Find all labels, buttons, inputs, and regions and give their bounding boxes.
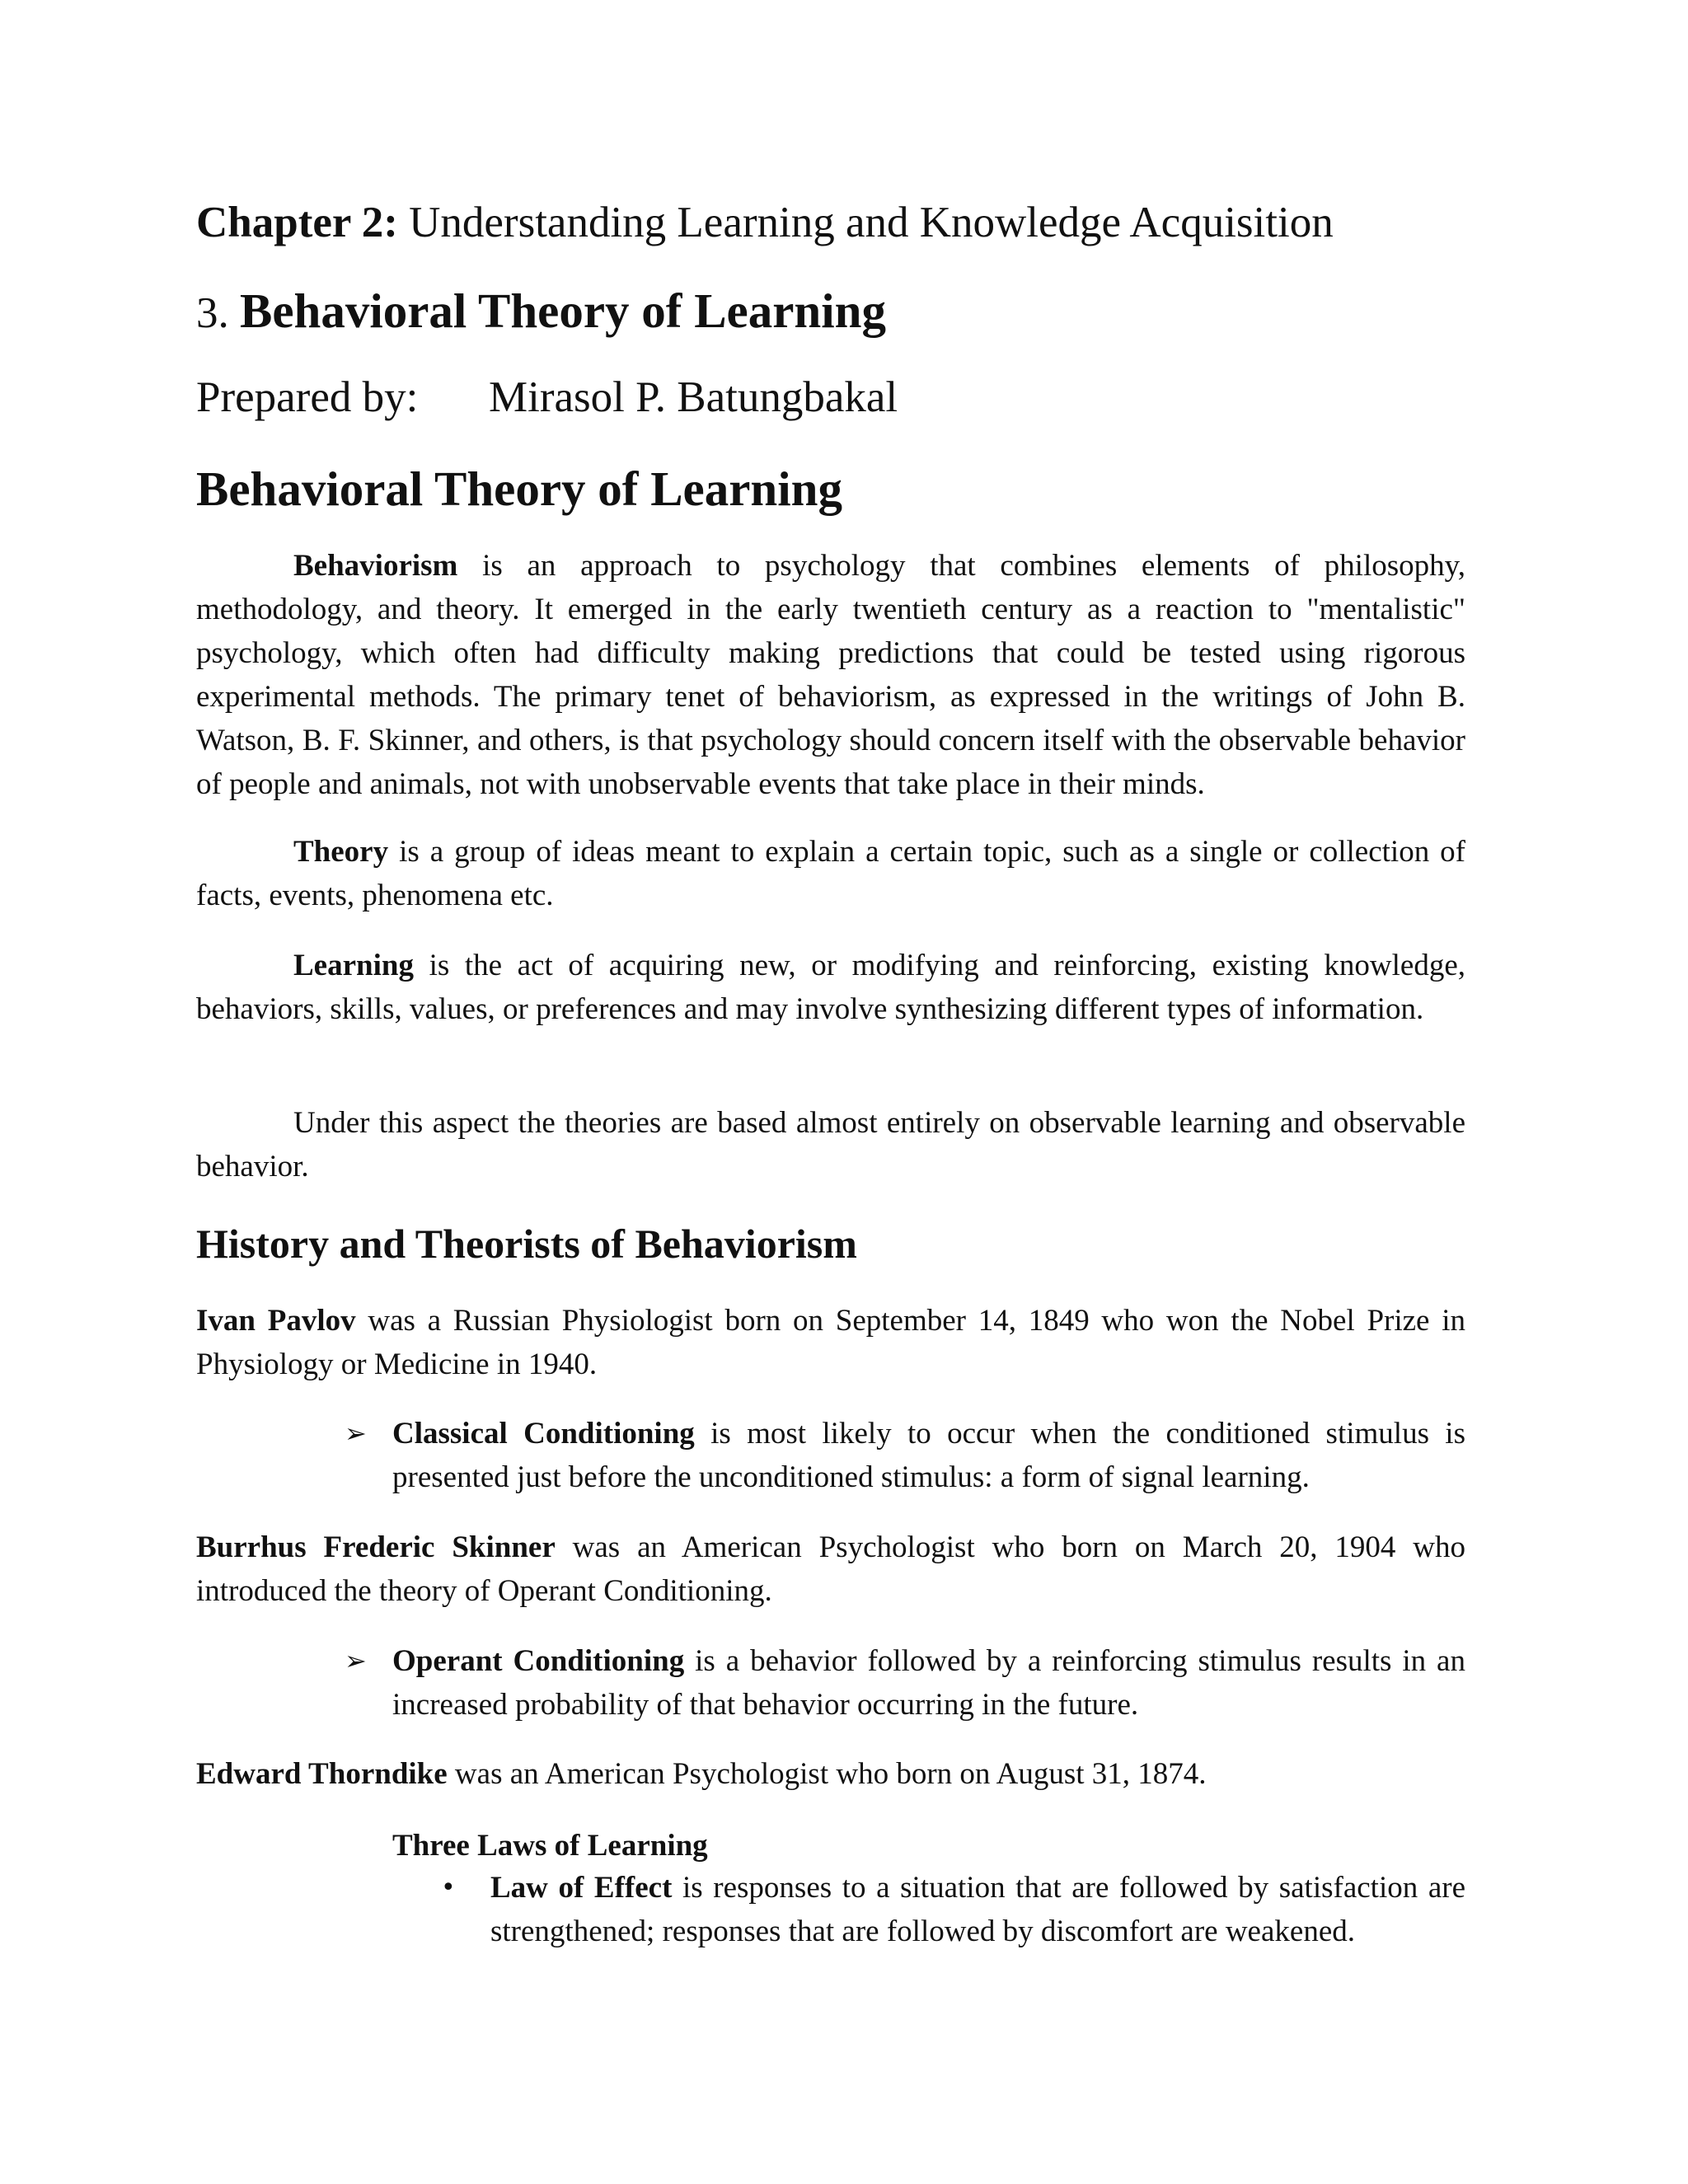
arrow-bullet-icon: ➢ — [345, 1645, 367, 1676]
law-of-effect-item — [441, 1866, 1465, 1953]
operant-text: is a behavior followed by a reinforcing stimulus results in an increased probability of that behavior occurring in the future. — [392, 1644, 1465, 1722]
pavlov-text: was a Russian Physiologist born on September 14, 1849 who won the Nobel Prize in Physiology or Medicine in 1940. — [196, 1304, 1466, 1381]
behaviorism-term: Behaviorism — [293, 549, 458, 583]
theory-paragraph — [196, 830, 1465, 917]
theory-term: Theory — [293, 835, 389, 869]
thorndike-name: Edward Thorndike — [196, 1757, 448, 1791]
operant-conditioning-item — [345, 1639, 1465, 1727]
classical-term: Classical Conditioning — [392, 1417, 695, 1451]
author-name: Mirasol P. Batungbakal — [489, 373, 898, 421]
chapter-label: Chapter 2: — [196, 199, 398, 246]
operant-term: Operant Conditioning — [392, 1644, 685, 1678]
behaviorism-text: is an approach to psychology that combines elements of philosophy, methodology, and theory. It emerged in the early twentieth century as a reaction to "mentalistic" psychology, which often had difficulty making predictions that could be tested using rigorous experimental methods. The primary tenet of behaviorism, as expressed in the writings of John B. Watson, B. F. Skinner, and others, is that psychology should concern itself with the observable behavior of people and animals, not with unobservable events that take place in their minds. — [196, 549, 1465, 801]
round-bullet-icon: • — [441, 1873, 456, 1902]
section-number: 3. — [196, 289, 240, 337]
section-heading — [196, 284, 886, 340]
skinner-name: Burrhus Frederic Skinner — [196, 1530, 556, 1564]
effect-term: Law of Effect — [490, 1871, 673, 1905]
prepared-by-line — [196, 371, 898, 424]
effect-text: is responses to a situation that are followed by satisfaction are strengthened; responses that are followed by discomfort are weakened. — [490, 1871, 1465, 1948]
section-title: Behavioral Theory of Learning — [240, 284, 886, 338]
aspect-paragraph: Under this aspect the theories are based almost entirely on observable learning and observable behavior. — [196, 1106, 1465, 1183]
pavlov-name: Ivan Pavlov — [196, 1304, 356, 1338]
learning-text: is the act of acquiring new, or modifying and reinforcing, existing knowledge, behaviors, skills, values, or preferences and may involve synthesizing different types of information. — [196, 949, 1465, 1026]
arrow-bullet-icon: ➢ — [345, 1418, 367, 1449]
pavlov-paragraph — [196, 1299, 1465, 1386]
thorndike-paragraph — [196, 1752, 1465, 1796]
skinner-paragraph — [196, 1526, 1465, 1613]
classical-text: is most likely to occur when the conditioned stimulus is presented just before the unconditioned stimulus: a form of signal learning. — [392, 1417, 1465, 1494]
theory-text: is a group of ideas meant to explain a certain topic, such as a single or collection of facts, events, phenomena etc. — [196, 835, 1465, 912]
main-heading: Behavioral Theory of Learning — [196, 462, 842, 516]
learning-paragraph — [196, 944, 1465, 1031]
history-heading: History and Theorists of Behaviorism — [196, 1221, 857, 1267]
behaviorism-paragraph — [196, 544, 1465, 806]
skinner-text: was an American Psychologist who born on March 20, 1904 who introduced the theory of Operant Conditioning. — [196, 1530, 1465, 1608]
prepared-label: Prepared by: — [196, 373, 419, 421]
chapter-title: Understanding Learning and Knowledge Acquisition — [397, 199, 1334, 246]
classical-conditioning-item — [345, 1412, 1465, 1499]
laws-subheading: Three Laws of Learning — [392, 1829, 708, 1863]
thorndike-text: was an American Psychologist who born on August 31, 1874. — [447, 1757, 1207, 1791]
chapter-heading — [196, 196, 1334, 249]
learning-term: Learning — [293, 949, 414, 982]
